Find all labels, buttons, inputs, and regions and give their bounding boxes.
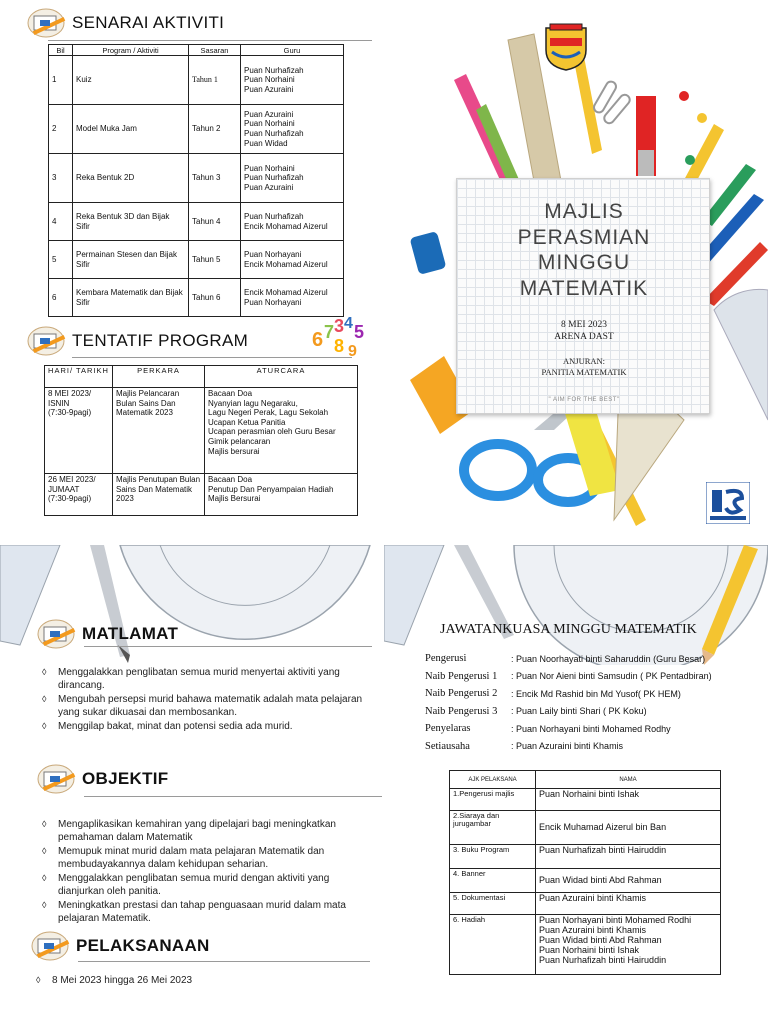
- svg-text:7: 7: [324, 322, 335, 342]
- cell-program: Kembara Matematik dan Bijak Sifir: [73, 279, 189, 317]
- cell-guru: Puan Azuraini Puan Norhaini Puan Nurhafizah Puan Widad: [241, 105, 344, 154]
- cover-organiser-label: ANJURAN:: [562, 356, 606, 366]
- svg-text:4: 4: [344, 315, 353, 332]
- divider: [84, 796, 382, 797]
- committee-role: Penyelaras: [425, 723, 471, 735]
- col-header: Bil: [49, 45, 73, 56]
- cover-title-line: MATEMATIK: [519, 276, 649, 300]
- committee-role: Setiausaha: [425, 740, 470, 752]
- tentatif-title: TENTATIF PROGRAM: [72, 331, 249, 350]
- col-header: Sasaran: [189, 45, 241, 56]
- cell-guru: Puan Norhayani Encik Mohamad Aizerul: [241, 241, 344, 279]
- cell-nama: Puan Azuraini binti Khamis: [536, 893, 721, 915]
- objektif-header: [36, 762, 168, 796]
- book-pencil-icon: [30, 929, 76, 963]
- list-item: ◊ Mengubah persepsi murid bahawa matematik adalah mata pelajaran yang sukar dikuasai dan membosankan.: [40, 694, 370, 719]
- cover-venue: ARENA DAST: [554, 332, 614, 342]
- committee-name: : Encik Md Rashid bin Md Yusof( PK HEM): [511, 688, 681, 699]
- cell-bil: 1: [49, 56, 73, 105]
- svg-text:6: 6: [312, 329, 324, 351]
- cell-nama: Puan Nurhafizah binti Hairuddin: [536, 845, 721, 869]
- cell-nama: Puan Norhaini binti Ishak: [536, 789, 721, 811]
- cell-sasaran: Tahun 5: [189, 241, 241, 279]
- matlamat-panel: [0, 545, 384, 1024]
- divider: [48, 40, 372, 41]
- committee-name: : Puan Azuraini binti Khamis: [511, 741, 624, 752]
- cell-ajk: 5. Dokumentasi: [450, 893, 536, 915]
- cover-title-line: MINGGU: [537, 251, 631, 275]
- committee-name: : Puan Noorhayati binti Saharuddin (Guru Besar): [511, 653, 706, 664]
- table-row: [49, 56, 344, 105]
- table-row: [45, 474, 358, 516]
- cell-nama: Encik Muhamad Aizerul bin Ban: [536, 811, 721, 845]
- numbers-icon: [310, 308, 374, 360]
- table-row: [450, 845, 721, 869]
- matlamat-list: [40, 667, 370, 736]
- cell-guru: Puan Nurhafizah Encik Mohamad Aizerul: [241, 203, 344, 241]
- list-item: ◊ Mengaplikasikan kemahiran yang dipelajari bagi meningkatkan pemahaman dalam Matematik: [40, 819, 372, 844]
- list-item: [425, 650, 712, 668]
- list-item: ◊ Menggalakkan penglibatan semua murid dengan aktiviti yang dianjurkan oleh panitia.: [40, 873, 372, 898]
- senarai-header: [26, 6, 224, 40]
- list-item: ◊ Menggalakkan penglibatan semua murid menyertai aktiviti yang dirancang.: [40, 667, 370, 692]
- table-row: [450, 869, 721, 893]
- book-pencil-icon: [36, 762, 82, 796]
- cell-sasaran: Tahun 4: [189, 203, 241, 241]
- list-item: [425, 720, 712, 738]
- cover-organiser: PANITIA MATEMATIK: [541, 367, 627, 377]
- jawatankuasa-title: JAWATANKUASA MINGGU MATEMATIK: [440, 622, 697, 637]
- list-item: ◊ Meningkatkan prestasi dan tahap penguasaan murid dalam mata pelajaran Matematik.: [40, 900, 372, 925]
- list-item: [425, 668, 712, 686]
- committee-role: Naib Pengerusi 1: [425, 670, 498, 682]
- divider: [84, 646, 372, 647]
- cell-program: Reka Bentuk 2D: [73, 154, 189, 203]
- cell-ajk: 4. Banner: [450, 869, 536, 893]
- cell-nama: Puan Norhayani binti Mohamed Rodhi Puan Azuraini binti Khamis Puan Widad binti Abd Rahman Puan Norhaini binti Ishak Puan Nurhafizah binti Hairuddin: [536, 915, 721, 975]
- cell-guru: Puan Nurhafizah Puan Norhaini Puan Azuraini: [241, 56, 344, 105]
- senarai-title: SENARAI AKTIVITI: [72, 13, 225, 32]
- cell-ajk: 3. Buku Program: [450, 845, 536, 869]
- objektif-title: OBJEKTIF: [82, 769, 169, 788]
- cell-sasaran: Tahun 1: [189, 56, 241, 105]
- cover-date: 8 MEI 2023: [561, 320, 607, 330]
- table-row: [450, 893, 721, 915]
- cell-aturcara: Bacaan Doa Nyanyian lagu Negaraku, Lagu Negeri Perak, Lagu Sekolah Ucapan Ketua Panitia Ucapan perasmian oleh Guru Besar Gimik pelancaran Majlis bersurai: [205, 388, 358, 474]
- divider: [78, 961, 370, 962]
- cover-title: [457, 199, 711, 301]
- svg-text:9: 9: [348, 343, 357, 360]
- table-row: [450, 811, 721, 845]
- cell-bil: 2: [49, 105, 73, 154]
- col-header: AJK PELAKSANA: [450, 771, 536, 789]
- col-header: NAMA: [536, 771, 721, 789]
- svg-text:8: 8: [334, 336, 345, 356]
- cover-card: [456, 178, 710, 414]
- col-header: Program / Aktiviti: [73, 45, 189, 56]
- committee-name: : Puan Laily binti Shari ( PK Koku): [511, 706, 647, 717]
- cell-hari: 8 MEI 2023/ ISNIN (7:30-9pagi): [45, 388, 113, 474]
- logo-badge: [706, 482, 750, 524]
- col-header: PERKARA: [113, 366, 205, 388]
- cell-guru: Puan Norhaini Puan Nurhafizah Puan Azuraini: [241, 154, 344, 203]
- cell-program: Kuiz: [73, 56, 189, 105]
- table-row: [49, 105, 344, 154]
- committee-name: : Puan Nor Aieni binti Samsudin ( PK Pentadbiran): [511, 671, 712, 682]
- list-item: ◊ Memupuk minat murid dalam mata pelajaran Matematik dan membudayakannya dalam kehidupan seharian.: [40, 846, 372, 871]
- cover-title-line: PERASMIAN: [517, 225, 651, 249]
- cover-title-line: MAJLIS: [544, 200, 624, 223]
- table-row: [450, 789, 721, 811]
- committee-name: : Puan Norhayani binti Mohamed Rodhy: [511, 723, 671, 734]
- list-item: ◊ Menggilap bakat, minat dan potensi sedia ada murid.: [40, 721, 370, 734]
- cell-perkara: Majlis Penutupan Bulan Sains Dan Matematik 2023: [113, 474, 205, 516]
- cell-program: Model Muka Jam: [73, 105, 189, 154]
- table-row: [49, 203, 344, 241]
- cell-ajk: 2.Siaraya dan jurugambar: [450, 811, 536, 845]
- cover-motto: " AIM FOR THE BEST": [548, 397, 620, 403]
- table-row: [49, 279, 344, 317]
- cell-program: Reka Bentuk 3D dan Bijak Sifir: [73, 203, 189, 241]
- svg-text:3: 3: [334, 316, 345, 336]
- cell-bil: 6: [49, 279, 73, 317]
- ajk-table: [449, 770, 721, 975]
- cell-sasaran: Tahun 6: [189, 279, 241, 317]
- cell-sasaran: Tahun 3: [189, 154, 241, 203]
- cell-hari: 26 MEI 2023/ JUMAAT (7:30-9pagi): [45, 474, 113, 516]
- cell-aturcara: Bacaan Doa Penutup Dan Penyampaian Hadiah Majlis Bersurai: [205, 474, 358, 516]
- cell-sasaran: Tahun 2: [189, 105, 241, 154]
- pelaksanaan-header: [30, 929, 210, 963]
- senarai-table: [48, 44, 344, 317]
- svg-text:5: 5: [354, 322, 365, 342]
- list-item: ◊ 8 Mei 2023 hingga 26 Mei 2023: [34, 975, 364, 988]
- committee-role: Naib Pengerusi 2: [425, 688, 498, 700]
- cell-program: Permainan Stesen dan Bijak Sifir: [73, 241, 189, 279]
- protractor-background: [384, 545, 768, 665]
- col-header: Guru: [241, 45, 344, 56]
- table-row: [450, 915, 721, 975]
- list-item: [425, 685, 712, 703]
- objektif-list: [40, 819, 372, 927]
- cell-bil: 3: [49, 154, 73, 203]
- committee-role: Naib Pengerusi 3: [425, 705, 498, 717]
- col-header: ATURCARA: [205, 366, 358, 388]
- cell-nama: Puan Widad binti Abd Rahman: [536, 869, 721, 893]
- list-item: [425, 703, 712, 721]
- senarai-panel: [0, 0, 384, 540]
- tentatif-table: [44, 365, 358, 516]
- matlamat-title: MATLAMAT: [82, 624, 179, 643]
- col-header: HARI/ TARIKH: [45, 366, 113, 388]
- committee-role: Pengerusi: [425, 653, 467, 665]
- cell-perkara: Majlis Pelancaran Bulan Sains Dan Matematik 2023: [113, 388, 205, 474]
- table-row: [49, 154, 344, 203]
- pelaksanaan-title: PELAKSANAAN: [76, 936, 210, 955]
- cell-guru: Encik Mohamad Aizerul Puan Norhayani: [241, 279, 344, 317]
- school-crest: [542, 22, 590, 72]
- jawatankuasa-list: [425, 650, 712, 755]
- cell-ajk: 6. Hadiah: [450, 915, 536, 975]
- table-row: [45, 388, 358, 474]
- tentatif-header: [26, 324, 248, 358]
- cell-ajk: 1.Pengerusi majlis: [450, 789, 536, 811]
- book-pencil-icon: [26, 324, 72, 358]
- cell-bil: 5: [49, 241, 73, 279]
- book-pencil-icon: [36, 617, 82, 651]
- table-row: [49, 241, 344, 279]
- cell-bil: 4: [49, 203, 73, 241]
- pelaksanaan-list: [34, 975, 364, 990]
- list-item: [425, 738, 712, 756]
- book-pencil-icon: [26, 6, 72, 40]
